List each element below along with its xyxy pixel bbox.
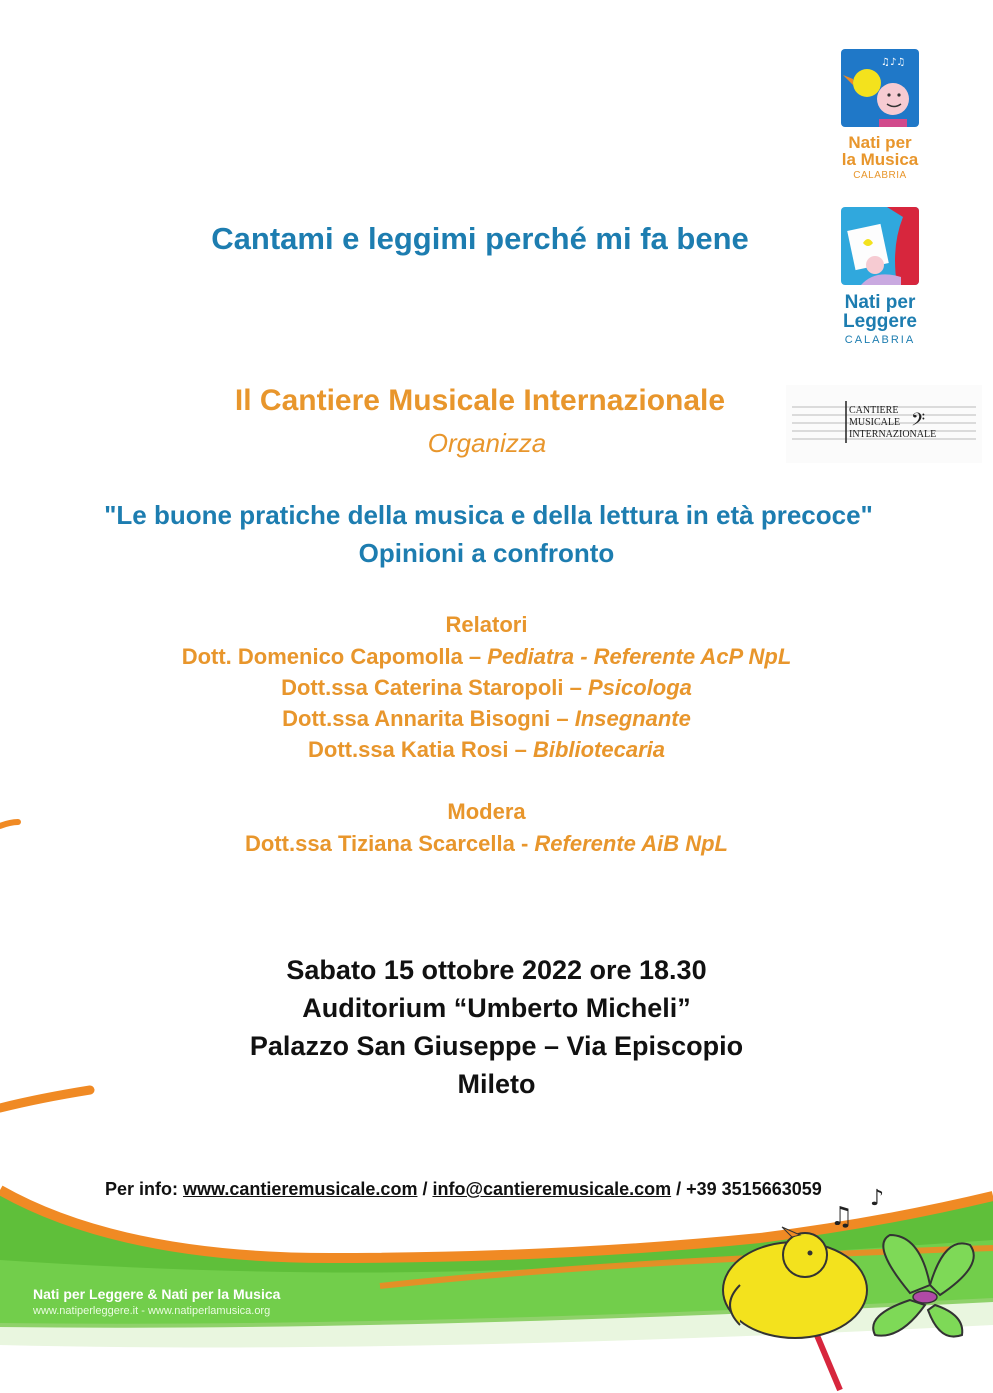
moderator-role: Referente AiB NpL	[534, 831, 728, 856]
event-venue: Auditorium “Umberto Micheli”	[302, 993, 691, 1023]
speaker-name: Dott.ssa Katia Rosi –	[308, 737, 533, 762]
npl-caption	[830, 293, 930, 346]
speaker-name: Dott. Domenico Capomolla –	[181, 644, 488, 669]
cmi-line3: INTERNAZIONALE	[849, 429, 937, 440]
email-link[interactable]: info@cantieremusicale.com	[432, 1179, 672, 1199]
speaker-name: Dott.ssa Annarita Bisogni –	[282, 706, 575, 731]
organizza-label: Organizza	[427, 428, 547, 458]
npl-line1: Nati per	[844, 292, 916, 313]
contacts-sep: /	[417, 1179, 433, 1199]
contacts-sep: /	[671, 1179, 687, 1199]
music-note-icon: ♫	[830, 1202, 854, 1232]
speaker-name: Dott.ssa Caterina Staropoli –	[281, 675, 588, 700]
npm-region: CALABRIA	[853, 170, 907, 181]
music-note-icon: ♪	[870, 1186, 885, 1211]
speaker-role: Insegnante	[574, 706, 691, 731]
svg-text:♫♪♫: ♫♪♫	[881, 57, 906, 68]
bird-butterfly-icon	[700, 1175, 993, 1393]
event-date: Sabato 15 ottobre 2022 ore 18.30	[286, 955, 707, 985]
speaker-item	[0, 706, 983, 732]
contacts-label: Per info:	[105, 1179, 184, 1199]
cmi-line1: CANTIERE	[849, 405, 899, 416]
speaker-role: Psicologa	[587, 675, 692, 700]
speaker-role: Bibliotecaria	[532, 737, 665, 762]
reading-child-icon	[841, 207, 919, 285]
event-city: Mileto	[457, 1069, 536, 1099]
phone-number: +39 3515663059	[686, 1179, 822, 1199]
svg-text:𝄢: 𝄢	[911, 410, 926, 435]
event-address: Palazzo San Giuseppe – Via Episcopio	[249, 1031, 744, 1061]
speaker-role: Pediatra - Referente AcP NpL	[487, 644, 792, 669]
cmi-text	[849, 405, 936, 441]
npm-caption	[830, 134, 930, 181]
speakers-heading: Relatori	[445, 612, 528, 637]
cantiere-musicale-logo	[786, 385, 982, 463]
npl-line2: Leggere	[843, 311, 917, 332]
event-title: "Le buone pratiche della musica e della lettura in età precoce"	[104, 500, 873, 530]
nati-per-leggere-logo	[841, 207, 919, 285]
page-title: Cantami e leggimi perché mi fa bene	[211, 221, 749, 256]
moderator-name: Dott.ssa Tiziana Scarcella -	[245, 831, 535, 856]
moderator-heading: Modera	[447, 799, 526, 824]
npl-region: CALABRIA	[844, 334, 916, 346]
event-subtitle: Opinioni a confronto	[358, 538, 615, 568]
npm-line1: Nati per	[848, 133, 912, 152]
cmi-line2: MUSICALE	[849, 417, 901, 428]
organizer-name: Il Cantiere Musicale Internazionale	[234, 384, 726, 417]
contacts-line	[105, 1179, 865, 1200]
website-link[interactable]: www.cantieremusicale.com	[183, 1179, 418, 1199]
footer-brand: Nati per Leggere & Nati per la Musica	[33, 1286, 281, 1302]
speaker-item	[0, 737, 983, 763]
bird-baby-icon	[841, 49, 919, 127]
footer-urls: www.natiperleggere.it - www.natiperlamusica.org	[33, 1305, 271, 1317]
speaker-item	[0, 675, 983, 701]
npm-line2: la Musica	[841, 150, 919, 169]
speaker-item	[0, 644, 983, 670]
nati-per-la-musica-logo	[841, 49, 919, 127]
moderator-item	[0, 831, 983, 857]
